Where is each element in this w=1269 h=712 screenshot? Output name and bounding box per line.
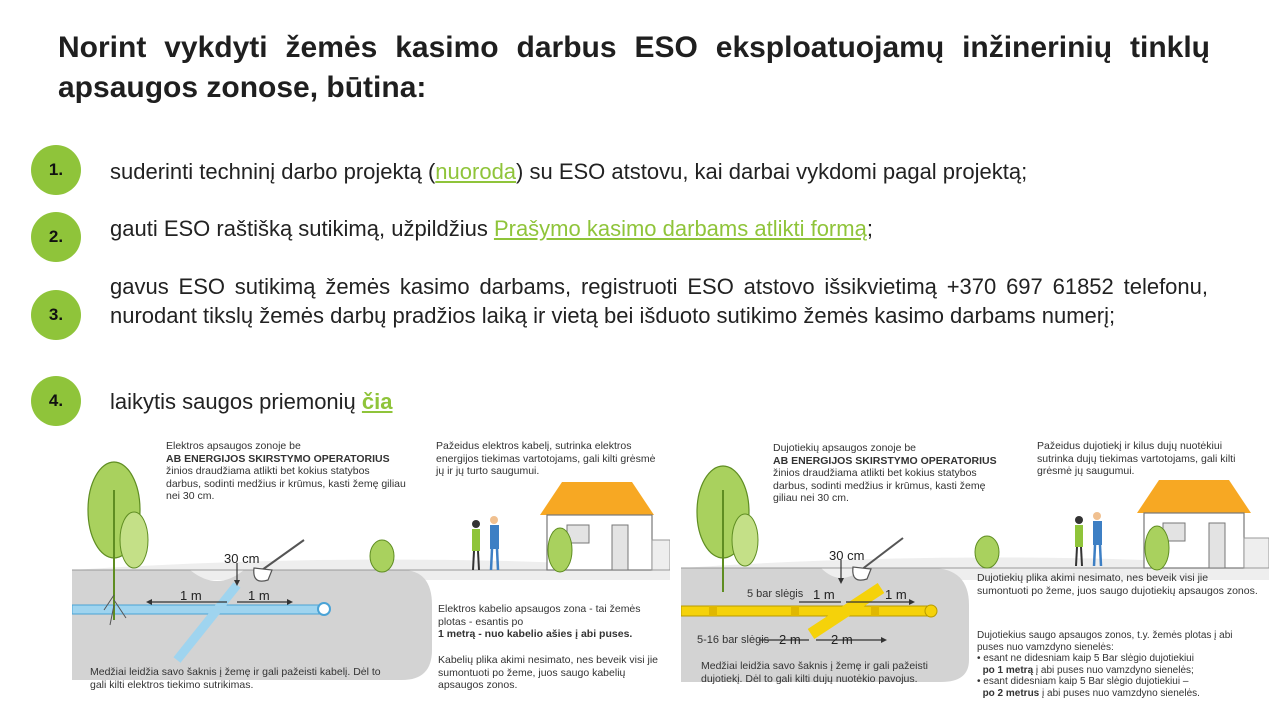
- step-text-part: ;: [866, 216, 873, 241]
- distance-label: 1 m: [248, 588, 270, 603]
- depth-label: 30 cm: [224, 551, 260, 566]
- step-number-badge: 3.: [31, 290, 81, 340]
- electric-roots-note: Medžiai leidžia savo šaknis į žemę ir gali pažeisti kabelį. Dėl to gali kilti elektros tiekimo sutrikimas.: [90, 666, 381, 691]
- guideline-link[interactable]: nuoroda: [435, 159, 517, 184]
- step-text: [110, 214, 1208, 243]
- electric-intro-text: Elektros apsaugos zonoje be AB ENERGIJOS SKIRSTYMO OPERATORIUS žinios draudžiama atlikti bet kokius statybos darbus, sodinti medžius ir krūmus, kasti žemę giliau nei 30 cm.: [166, 440, 406, 502]
- distance-label: 1 m: [885, 587, 907, 602]
- gas-safety-illustration: [681, 420, 1269, 712]
- step-text-part: ) su ESO atstovu, kai darbai vykdomi pagal projektą;: [516, 159, 1028, 184]
- request-form-link[interactable]: Prašymo kasimo darbams atlikti formą: [493, 216, 867, 241]
- electric-damage-note: Pažeidus elektros kabelį, sutrinka elektros energijos tiekimas vartotojams, gali kilti grėsmė jų ir jų turto saugumui.: [436, 440, 656, 477]
- gas-damage-note: Pažeidus dujotiekį ir kilus dujų nuotėkiui sutrinka dujų tiekimas vartotojams, gali kilti grėsmė jų saugumui.: [1037, 440, 1236, 477]
- gas-roots-note: Medžiai leidžia savo šaknis į žemę ir gali pažeisti dujotiekį. Dėl to gali kilti dujų nuotėkio pavojus.: [701, 660, 929, 685]
- pressure-low-label: 5 bar slėgis: [747, 588, 804, 600]
- distance-label: 2 m: [779, 632, 801, 647]
- electric-invisible-note: Kabelių plika akimi nesimato, nes beveik visi jie sumontuoti po žeme, juos saugo kabelių apsaugos zonos.: [438, 654, 659, 691]
- step-number-badge: 4.: [31, 376, 81, 426]
- distance-label: 1 m: [813, 587, 835, 602]
- gas-intro-text: Dujotiekių apsaugos zonoje be AB ENERGIJOS SKIRSTYMO OPERATORIUS žinios draudžiama atlikti bet kokius statybos darbus, sodinti medžius ir krūmus, kasti žemę giliau nei 30 cm.: [773, 442, 997, 504]
- depth-label: 30 cm: [829, 548, 865, 563]
- step-text: gavus ESO sutikimą žemės kasimo darbams, registruoti ESO atstovo išsikvietimą +370 697 61852 telefonu, nurodant tikslų žemės darbų pradžios laiką ir vietą bei išduoto sutikimo žemės kasimo darbams numerį;: [110, 274, 1208, 328]
- step-text: [110, 157, 1208, 186]
- step-number-badge: 2.: [31, 212, 81, 262]
- distance-label: 2 m: [831, 632, 853, 647]
- distance-label: 1 m: [180, 588, 202, 603]
- electric-safety-illustration: [72, 420, 670, 712]
- step-number-badge: 1.: [31, 145, 81, 195]
- step-text-part: suderinti techninį darbo projektą (: [110, 159, 436, 184]
- safety-measures-link[interactable]: čia: [361, 389, 393, 414]
- step-text-part: laikytis saugos priemonių: [110, 389, 362, 414]
- page-title: Norint vykdyti žemės kasimo darbus ESO eksploatuojamų inžinerinių tinklų apsaugos zonose, būtina:: [58, 31, 1210, 104]
- pressure-high-label: 5-16 bar slėgis: [697, 634, 770, 646]
- step-text: [110, 387, 1208, 416]
- gas-zone-text: Dujotiekius saugo apsaugos zonos, t.y. žemės plotas į abi puses nuo vamzdyno sienelės: • esant ne didesniam kaip 5 Bar slėgio dujotiekiui po 1 metrą į abi puses nuo vamzdyno sienelės; • esant didesniam kaip 5 Bar slėgio dujotiekiui – po 2 metrus į abi puses nuo vamzdyno sienelės.: [977, 630, 1233, 699]
- electric-zone-text: Elektros kabelio apsaugos zona - tai žemės plotas - esantis po 1 metrą - nuo kabelio ašies į abi puses.: [438, 603, 641, 640]
- step-text-part: gauti ESO raštišką sutikimą, užpildžius: [110, 216, 494, 241]
- gas-invisible-note: Dujotiekių plika akimi nesimato, nes beveik visi jie sumontuoti po žeme, juos saugo dujotiekių apsaugos zonos.: [977, 572, 1258, 597]
